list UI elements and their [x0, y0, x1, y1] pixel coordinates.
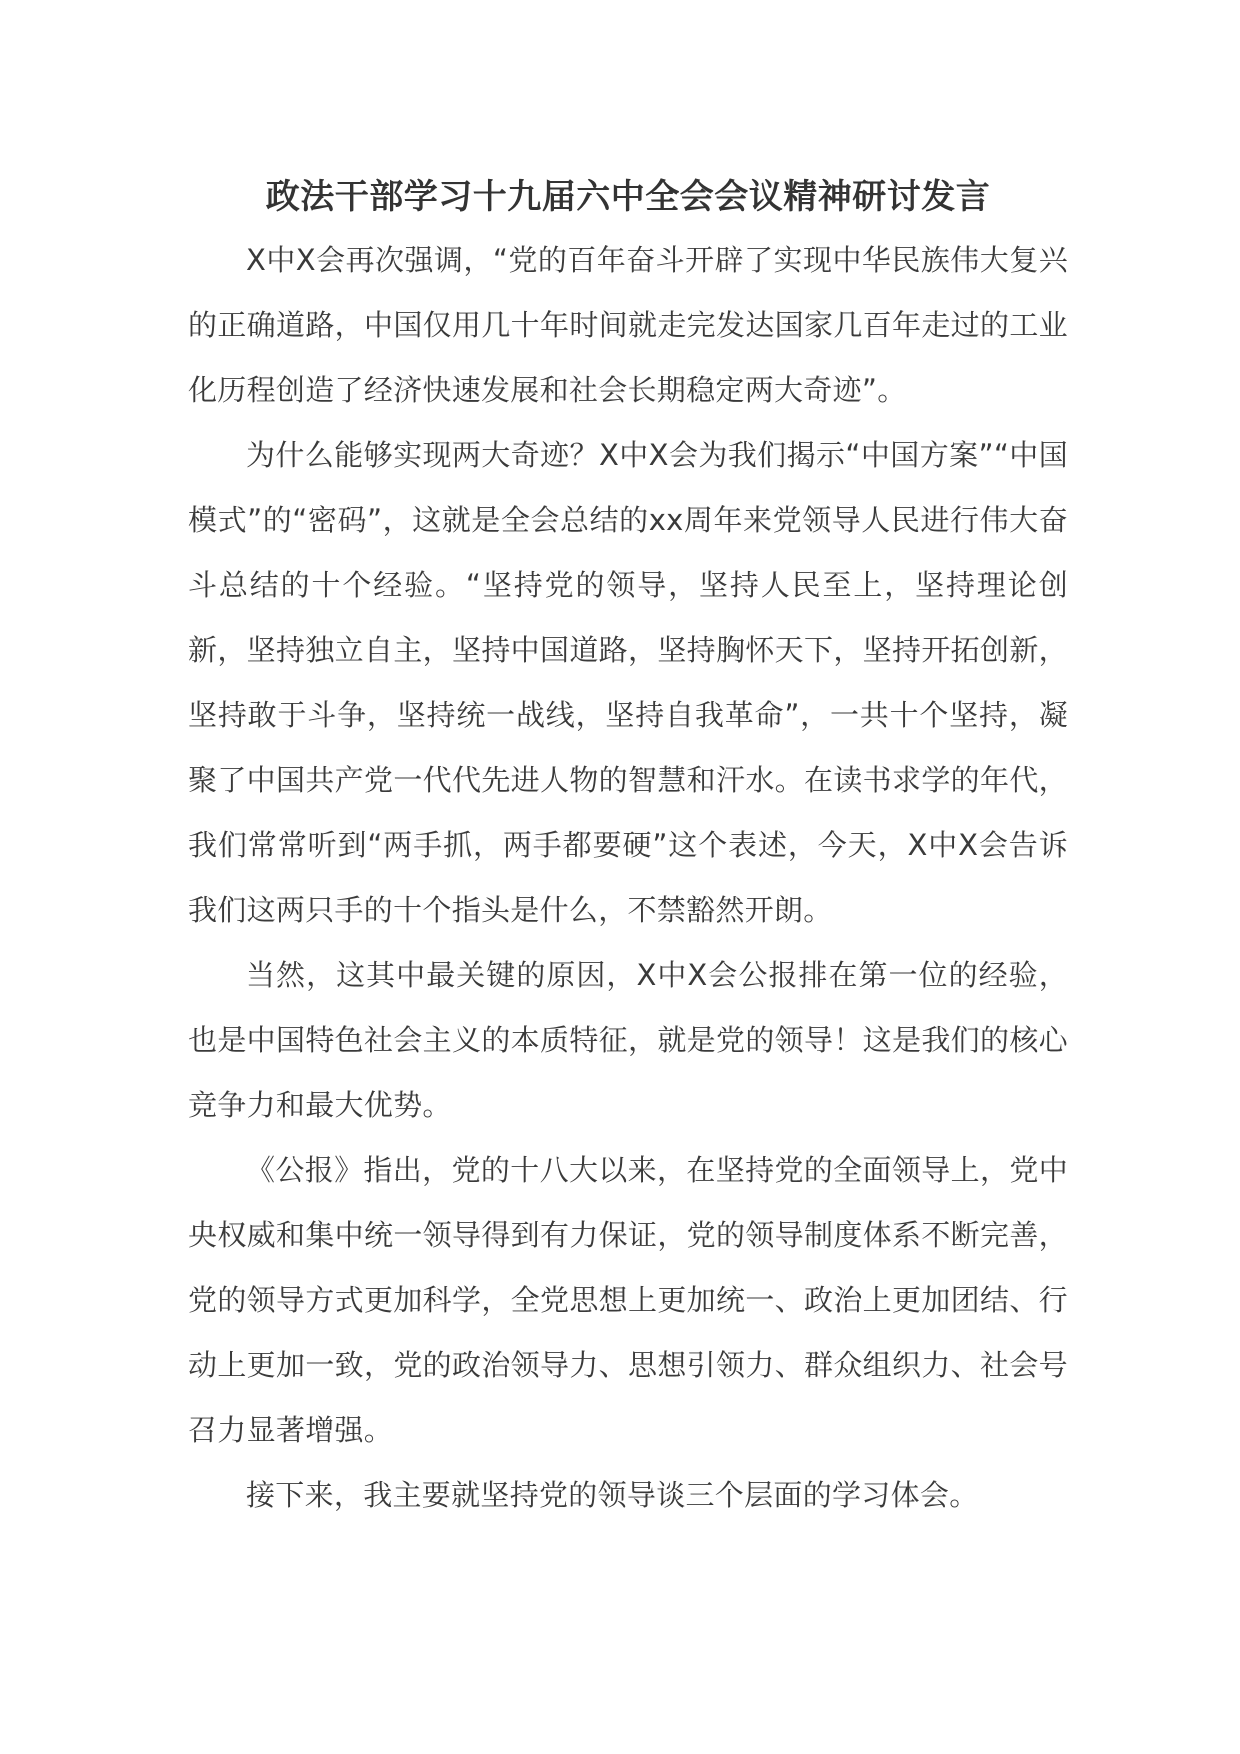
paragraph-2: 为什么能够实现两大奇迹？X中X会为我们揭示“中国方案”“中国模式”的“密码”，这就是全会总结的xx周年来党领导人民进行伟大奋斗总结的十个经验。“坚持党的领导，坚持人民至上，坚持理论创新，坚持独立自主，坚持中国道路，坚持胸怀天下，坚持开拓创新，坚持敢于斗争，坚持统一战线，坚持自我革命”，一共十个坚持，凝聚了中国共产党一代代先进人物的智慧和汗水。在读书求学的年代，我们常常听到“两手抓，两手都要硬”这个表述，今天，X中X会告诉我们这两只手的十个指头是什么，不禁豁然开朗。	[188, 438, 1068, 927]
paragraph-4: 《公报》指出，党的十八大以来，在坚持党的全面领导上，党中央权威和集中统一领导得到有力保证，党的领导制度体系不断完善，党的领导方式更加科学，全党思想上更加统一、政治上更加团结、行动上更加一致，党的政治领导力、思想引领力、群众组织力、社会号召力显著增强。	[188, 1153, 1068, 1447]
document-body	[188, 172, 1068, 1528]
document-title: 政法干部学习十九届六中全会会议精神研讨发言	[265, 177, 991, 217]
paragraph-1: X中X会再次强调，“党的百年奋斗开辟了实现中华民族伟大复兴的正确道路，中国仅用几十年时间就走完发达国家几百年走过的工业化历程创造了经济快速发展和社会长期稳定两大奇迹”。	[188, 243, 1068, 407]
paragraph-5: 接下来，我主要就坚持党的领导谈三个层面的学习体会。	[246, 1478, 979, 1512]
paragraph-3: 当然，这其中最关键的原因，X中X会公报排在第一位的经验，也是中国特色社会主义的本质特征，就是党的领导！这是我们的核心竞争力和最大优势。	[188, 958, 1068, 1122]
